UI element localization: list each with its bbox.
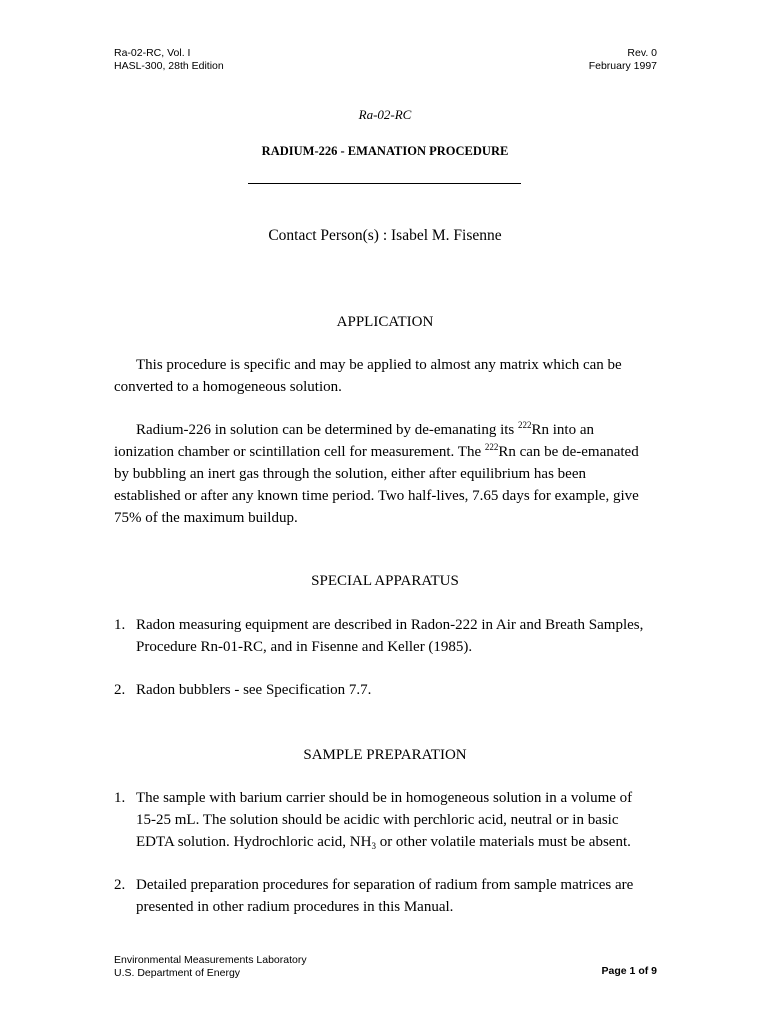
header-left (114, 47, 224, 73)
list-item (114, 787, 654, 853)
list-item (114, 614, 654, 658)
footer-left (114, 954, 307, 980)
list-text: Detailed preparation procedures for separation of radium from sample matrices are presented in other radium procedures in this Manual. (136, 877, 634, 915)
page-number: Page 1 of 9 (601, 965, 657, 977)
footer-organization: Environmental Measurements Laboratory (114, 954, 307, 966)
list-item (114, 679, 654, 701)
superscript: 222 (484, 442, 499, 452)
title-divider (248, 183, 521, 184)
text-run: Rn can be de-emanated by bubbling an inert gas through the solution, either after equilibrium has been established or after any known time period. Two half-lives, 7.65 days for example, give 75% of the maximum buildup. (114, 444, 639, 526)
application-paragraph-2 (114, 419, 654, 529)
text-run: The sample with barium carrier should be in homogeneous solution in a volume of 15-25 mL. The solution should be acidic with perchloric acid, neutral or in basic EDTA solution. Hydrochloric acid, NH (136, 790, 633, 850)
list-number: 1. (114, 617, 126, 633)
text-run: Rn into an ionization chamber or scintillation cell for measurement. The (114, 422, 594, 460)
procedure-code: Ra-02-RC (358, 107, 412, 122)
header-edition: HASL-300, 28th Edition (114, 60, 224, 72)
list-text: Radon measuring equipment are described in Radon-222 in Air and Breath Samples, Procedure Rn-01-RC, and in Fisenne and Keller (1985). (136, 617, 644, 655)
contact-persons: Contact Person(s) : Isabel M. Fisenne (268, 227, 502, 244)
list-text: Radon bubblers - see Specification 7.7. (136, 682, 372, 698)
application-paragraph-1: This procedure is specific and may be applied to almost any matrix which can be converted to a homogeneous solution. (114, 357, 622, 395)
header-doc-id: Ra-02-RC, Vol. I (114, 47, 191, 59)
subscript: 3 (371, 841, 376, 851)
section-heading-application: APPLICATION (336, 314, 434, 330)
text-run: Radium-226 in solution can be determined by de-emanating its (136, 422, 518, 438)
list-number: 2. (114, 877, 126, 893)
superscript: 222 (518, 420, 532, 430)
header-revision: Rev. 0 (627, 47, 657, 59)
header-date: February 1997 (588, 60, 657, 72)
list-number: 1. (114, 790, 126, 806)
list-number: 2. (114, 682, 126, 698)
page-title: RADIUM-226 - EMANATION PROCEDURE (261, 144, 509, 158)
list-item (114, 874, 654, 918)
section-heading-sample-preparation: SAMPLE PREPARATION (303, 747, 467, 763)
header-right (589, 47, 657, 73)
text-run: or other volatile materials must be absent. (375, 834, 631, 850)
section-heading-special-apparatus: SPECIAL APPARATUS (311, 573, 459, 589)
footer-department: U.S. Department of Energy (114, 967, 241, 979)
